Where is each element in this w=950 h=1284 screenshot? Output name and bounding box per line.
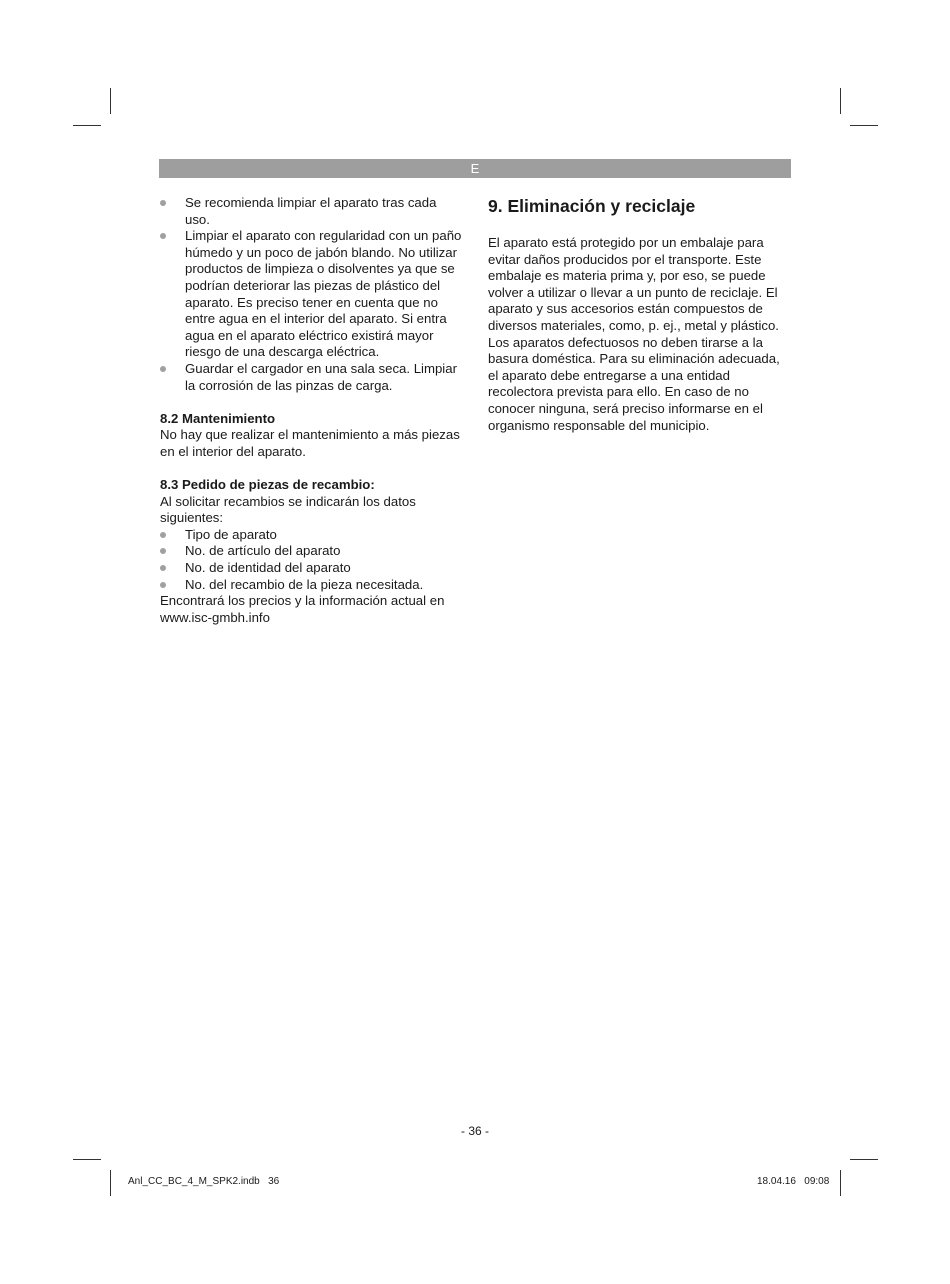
bullet-icon [160,582,166,588]
list-item: Guardar el cargador en una sala seca. Limpiar la corrosión de las pinzas de carga. [160,361,464,394]
bullet-icon [160,548,166,554]
spare-parts-intro: Al solicitar recambios se indicarán los datos siguientes: [160,493,416,526]
left-column [160,195,464,626]
bullet-icon [160,565,166,571]
spare-parts-outro: Encontrará los precios y la información actual en www.isc-gmbh.info [160,593,445,625]
crop-mark-top-right-vertical [840,88,841,114]
crop-mark-top-right-horizontal [850,125,878,126]
bullet-icon [160,200,166,206]
maintenance-heading: 8.2 Mantenimiento [160,410,276,426]
bullet-icon [160,366,166,372]
language-bar [159,159,791,178]
disposal-heading: 9. Eliminación y reciclaje [488,196,696,216]
bullet-icon [160,532,166,538]
right-column [488,195,792,434]
list-item: No. de artículo del aparato [160,543,464,560]
list-item: No. del recambio de la pieza necesitada. [160,577,464,594]
cleaning-list [160,195,464,394]
page-number: - 36 - [460,1124,489,1138]
list-item: Limpiar el aparato con regularidad con un paño húmedo y un poco de jabón blando. No utilizar productos de limpieza o disolventes ya que se podrían deteriorar las piezas de plástico del aparato. Es preciso tener en cuenta que no entre agua en el interior del aparato. Si entra agua en el aparato eléctrico existirá mayor riesgo de una descarga eléctrica. [160,228,464,361]
list-item: No. de identidad del aparato [160,560,464,577]
crop-mark-bottom-right-vertical [840,1170,841,1196]
crop-mark-top-left-vertical [110,88,111,114]
disposal-text: El aparato está protegido por un embalaje para evitar daños producidos por el transporte. Este embalaje es materia prima y, por eso, se puede volver a utilizar o llevar a un punto de reciclaje. El aparato y sus accesorios están compuestos de diversos materiales, como, p. ej., metal y plástico. Los aparatos defectuosos no deben tirarse a la basura doméstica. Para su eliminación adecuada, el aparato debe entregarse a una entidad recolectora prevista para ello. En caso de no conocer ninguna, será preciso informarse en el organismo responsable del municipio. [488,235,780,433]
list-item: Tipo de aparato [160,527,464,544]
crop-mark-bottom-right-horizontal [850,1159,878,1160]
crop-mark-top-left-horizontal [73,125,101,126]
spare-parts-heading: 8.3 Pedido de piezas de recambio: [160,477,375,493]
spare-parts-list [160,527,464,593]
file-info: Anl_CC_BC_4_M_SPK2.indb 36 [128,1176,280,1187]
list-item: Se recomienda limpiar el aparato tras cada uso. [160,195,464,228]
print-timestamp: 18.04.16 09:08 [757,1176,830,1187]
maintenance-text: No hay que realizar el mantenimiento a más piezas en el interior del aparato. [160,427,460,459]
crop-mark-bottom-left-vertical [110,1170,111,1196]
language-marker: E [470,161,480,176]
crop-mark-bottom-left-horizontal [73,1159,101,1160]
bullet-icon [160,233,166,239]
